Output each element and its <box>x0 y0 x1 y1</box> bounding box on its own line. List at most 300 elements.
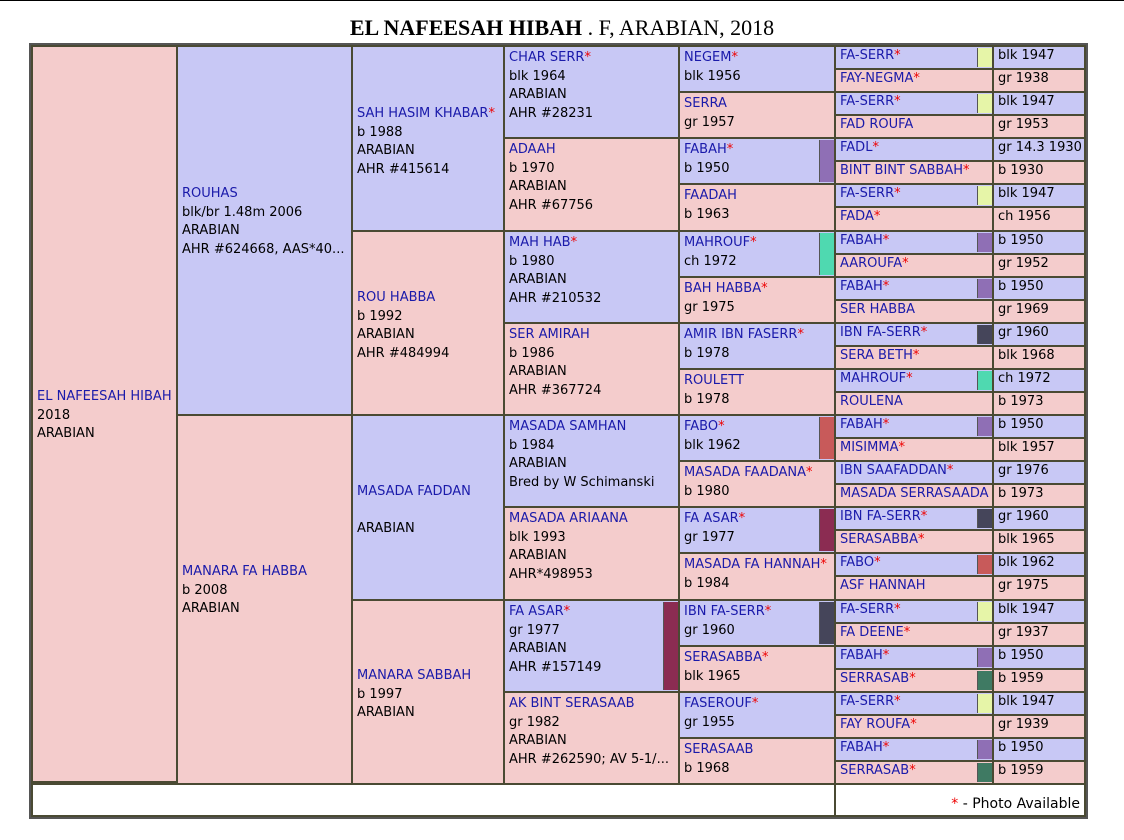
horse-name-link[interactable]: FAD ROUFA <box>840 117 914 132</box>
gen5-horse-cell <box>834 322 994 347</box>
photo-available-star[interactable]: * <box>750 235 757 250</box>
photo-available-star[interactable]: * <box>738 511 746 526</box>
gen5-detail-cell: gr 14.3 1930 <box>992 137 1086 162</box>
gen3-horse-cell <box>503 599 680 693</box>
gen4-horse-cell <box>678 645 836 693</box>
horse-name-line <box>840 116 988 133</box>
horse-name-link[interactable]: SER HABBA <box>840 302 916 317</box>
gen5-detail-cell: blk 1947 <box>992 599 1086 624</box>
horse-detail-line: b 1984 <box>684 575 730 591</box>
horse-name-line <box>684 141 814 160</box>
gen4-horse-cell <box>678 322 836 370</box>
coat-color-swatch <box>977 555 992 574</box>
gen5-horse-cell <box>834 253 994 278</box>
gen5-detail-cell: blk 1947 <box>992 691 1086 716</box>
gen5-detail-cell: blk 1968 <box>992 345 1086 370</box>
gen5-detail-cell: b 1973 <box>992 391 1086 416</box>
horse-name-link[interactable]: ROUHAS <box>182 186 238 201</box>
photo-available-star[interactable]: * <box>910 717 917 732</box>
horse-name-link[interactable]: MAHROUF <box>840 371 907 386</box>
gen5-horse-cell <box>834 645 994 670</box>
photo-available-star[interactable]: * <box>882 233 890 248</box>
horse-name-link[interactable]: FABAH <box>684 142 727 157</box>
gen5-detail-cell: gr 1939 <box>992 714 1086 739</box>
photo-available-star[interactable]: * <box>894 48 901 63</box>
horse-name-link[interactable]: AAROUFA <box>840 256 903 271</box>
gen5-detail-cell: blk 1947 <box>992 183 1086 208</box>
horse-detail-line: AHR #210532 <box>509 290 602 306</box>
horse-name-link[interactable]: FA ASAR <box>509 604 564 619</box>
horse-name-line <box>684 95 830 114</box>
horse-detail-line: blk 1965 <box>684 668 741 684</box>
horse-name-line <box>684 695 830 714</box>
horse-name-link[interactable]: FA-SERR <box>840 694 895 709</box>
horse-detail-line: ARABIAN <box>37 426 95 441</box>
photo-available-star[interactable]: * <box>882 417 890 432</box>
horse-name-link[interactable]: MASADA SAMHAN <box>509 419 627 434</box>
horse-name-link[interactable]: MAH HAB <box>509 235 571 250</box>
horse-name-line <box>684 649 830 668</box>
photo-available-star[interactable]: * <box>909 763 916 778</box>
gen5-horse-cell <box>834 206 994 232</box>
gen5-horse-cell <box>834 45 994 70</box>
horse-detail-line: AHR #624668, AAS*40... <box>182 241 345 257</box>
horse-name-link[interactable]: BINT BINT SABBAH <box>840 163 963 178</box>
photo-available-star[interactable]: * <box>898 440 905 455</box>
horse-name-line <box>840 139 988 156</box>
horse-name-link[interactable]: FAADAH <box>684 188 737 203</box>
gen5-horse-cell <box>834 714 994 739</box>
gen5-detail-cell: b 1950 <box>992 276 1086 301</box>
gen5-horse-cell <box>834 137 994 162</box>
horse-name-line <box>840 370 988 387</box>
coat-color-swatch <box>977 233 992 252</box>
legend-text: - Photo Available <box>958 795 1080 812</box>
gen4-horse-cell <box>678 137 836 185</box>
photo-available-star[interactable]: * <box>909 671 916 686</box>
horse-name-line <box>684 418 814 437</box>
horse-detail-line: b 1950 <box>684 160 730 176</box>
gen5-detail-cell: gr 1960 <box>992 506 1086 531</box>
subject-horse-cell <box>31 45 178 783</box>
gen5-detail-cell: blk 1957 <box>992 437 1086 462</box>
horse-name-line <box>840 601 988 618</box>
horse-name-link[interactable]: ROULETT <box>684 373 744 388</box>
coat-color-swatch <box>977 417 992 436</box>
coat-color-swatch <box>977 48 992 67</box>
horse-detail-line: ARABIAN <box>509 87 567 102</box>
gen5-horse-cell <box>834 691 994 716</box>
horse-name-link[interactable]: ROULENA <box>840 394 903 409</box>
horse-name-link[interactable]: FABAH <box>840 233 883 248</box>
gen5-detail-cell: b 1930 <box>992 160 1086 185</box>
gen4-horse-cell <box>678 460 836 508</box>
horse-detail-line: AHR*498953 <box>509 566 593 582</box>
horse-name-link[interactable]: MASADA FAADANA <box>684 465 807 480</box>
photo-available-star[interactable]: * <box>894 94 901 109</box>
horse-name-link[interactable]: NEGEM <box>684 50 732 65</box>
horse-name-line <box>357 483 499 502</box>
gen2-horse-cell <box>351 230 505 416</box>
horse-detail-line: ARABIAN <box>509 364 567 379</box>
horse-name-line <box>684 49 830 68</box>
horse-name-line <box>357 289 499 308</box>
horse-detail-line: AHR #28231 <box>509 105 594 121</box>
horse-name-line <box>840 670 988 687</box>
horse-name-line <box>684 741 830 760</box>
horse-name-link[interactable]: MASADA FADDAN <box>357 484 471 499</box>
photo-available-star[interactable]: * <box>731 50 738 65</box>
horse-name-line <box>840 47 988 64</box>
horse-name-link[interactable]: SERA BETH <box>840 348 913 363</box>
horse-detail-line: gr 1975 <box>684 299 735 315</box>
photo-available-star[interactable]: * <box>797 327 804 342</box>
horse-name-link[interactable]: BAH HABBA <box>684 281 762 296</box>
gen5-horse-cell <box>834 552 994 577</box>
horse-detail-line: b 1984 <box>509 437 555 453</box>
horse-name-link[interactable]: FA DEENE <box>840 625 904 640</box>
gen5-horse-cell <box>834 68 994 93</box>
horse-name-link[interactable]: IBN FA-SERR <box>840 509 921 524</box>
pedigree-table <box>29 43 1088 819</box>
photo-available-star[interactable]: * <box>912 348 920 363</box>
horse-detail-line: gr 1977 <box>684 529 735 545</box>
horse-name-line <box>840 162 988 179</box>
gen5-detail-cell: b 1959 <box>992 668 1086 693</box>
gen5-detail-cell: b 1950 <box>992 414 1086 439</box>
horse-name-line <box>509 418 674 437</box>
coat-color-swatch <box>819 140 834 182</box>
horse-name-link[interactable]: FA-SERR <box>840 602 895 617</box>
photo-available-star[interactable]: * <box>902 256 909 271</box>
gen4-horse-cell <box>678 276 836 324</box>
horse-name-line <box>684 556 830 575</box>
horse-detail-line: b 2008 <box>182 582 228 598</box>
horse-name-link[interactable]: FABO <box>840 555 875 570</box>
gen5-horse-cell <box>834 160 994 185</box>
photo-available-star[interactable]: * <box>751 696 759 711</box>
photo-available-star[interactable]: * <box>874 555 881 570</box>
horse-name-link[interactable]: FA-SERR <box>840 48 895 63</box>
horse-detail-line: blk 1993 <box>509 529 566 545</box>
photo-available-star[interactable]: * <box>882 740 890 755</box>
horse-name-link[interactable]: ROU HABBA <box>357 290 436 305</box>
photo-available-star[interactable]: * <box>946 463 954 478</box>
coat-color-swatch <box>977 371 992 390</box>
horse-name-link[interactable]: EL NAFEESAH HIBAH <box>37 389 172 404</box>
gen5-horse-cell <box>834 599 994 624</box>
horse-name-line <box>684 280 830 299</box>
gen5-detail-cell: gr 1976 <box>992 460 1086 485</box>
horse-name-line <box>840 255 988 272</box>
horse-name-line <box>509 695 674 714</box>
gen5-horse-cell <box>834 483 994 508</box>
horse-detail-line: blk 1964 <box>509 68 566 84</box>
horse-name-link[interactable]: MASADA SERRASAADA <box>840 486 989 501</box>
photo-available-star[interactable]: * <box>917 532 925 547</box>
photo-available-star[interactable]: * <box>894 602 901 617</box>
horse-name-line <box>840 531 988 548</box>
title-details: . F, ARABIAN, 2018 <box>582 15 775 40</box>
horse-detail-line: ARABIAN <box>357 327 415 342</box>
horse-name-link[interactable]: CHAR SERR <box>509 50 585 65</box>
horse-detail-line: b 1992 <box>357 308 403 324</box>
horse-name-link[interactable]: FA-SERR <box>840 94 895 109</box>
horse-name-line <box>840 185 988 202</box>
photo-available-star[interactable]: * <box>882 648 890 663</box>
coat-color-swatch <box>977 602 992 621</box>
coat-color-swatch <box>819 417 834 459</box>
horse-name-link[interactable]: SERRASAB <box>840 763 910 778</box>
horse-name-link[interactable]: IBN FA-SERR <box>840 325 921 340</box>
horse-name-line <box>37 388 172 407</box>
horse-name-link[interactable]: FABO <box>684 419 719 434</box>
gen3-horse-cell <box>503 45 680 139</box>
footer-blank-cell <box>31 783 836 817</box>
horse-name-link[interactable]: SERRASAB <box>840 671 910 686</box>
gen1-horse-cell <box>176 414 353 785</box>
horse-name-line <box>357 667 499 686</box>
gen5-horse-cell <box>834 368 994 393</box>
photo-available-star[interactable]: * <box>563 604 571 619</box>
horse-name-line <box>840 485 988 502</box>
horse-detail-line: ARABIAN <box>357 705 415 720</box>
photo-available-star[interactable]: * <box>882 279 890 294</box>
gen5-horse-cell <box>834 391 994 416</box>
horse-detail-line: ARABIAN <box>509 272 567 287</box>
gen5-horse-cell <box>834 230 994 255</box>
horse-name-link[interactable]: FAY-NEGMA <box>840 71 914 86</box>
horse-name-line <box>840 301 988 318</box>
photo-available-star[interactable]: * <box>718 419 725 434</box>
photo-legend <box>951 795 1080 814</box>
horse-detail-line: b 1988 <box>357 124 403 140</box>
gen5-detail-cell: gr 1960 <box>992 322 1086 347</box>
horse-name-line <box>684 187 830 206</box>
photo-available-star[interactable]: * <box>963 163 970 178</box>
horse-name-line <box>509 510 674 529</box>
horse-name-link[interactable]: FADA <box>840 209 874 224</box>
horse-detail-line: b 1963 <box>684 206 730 222</box>
gen4-horse-cell <box>678 599 836 647</box>
photo-available-star[interactable]: * <box>584 50 591 65</box>
coat-color-swatch <box>977 279 992 298</box>
horse-detail-line: ARABIAN <box>357 521 415 536</box>
photo-available-star[interactable]: * <box>920 325 928 340</box>
horse-name-link[interactable]: SERASAAB <box>684 742 754 757</box>
horse-detail-line: ARABIAN <box>182 601 240 616</box>
coat-color-swatch <box>977 694 992 713</box>
gen5-horse-cell <box>834 414 994 439</box>
horse-name-link[interactable]: SERASABBA <box>684 650 762 665</box>
gen5-detail-cell: gr 1938 <box>992 68 1086 93</box>
legend-star: * <box>951 795 959 812</box>
horse-name-link[interactable]: MANARA FA HABBA <box>182 564 307 579</box>
horse-detail-line: AHR #484994 <box>357 345 450 361</box>
horse-name-link[interactable]: AMIR IBN FASERR <box>684 327 798 342</box>
gen4-horse-cell <box>678 552 836 601</box>
photo-available-star[interactable]: * <box>764 604 772 619</box>
gen5-detail-cell: b 1950 <box>992 645 1086 670</box>
horse-name-line <box>840 462 988 479</box>
horse-name-line <box>684 326 830 345</box>
gen5-detail-cell: b 1959 <box>992 760 1086 785</box>
horse-detail-line: b 1970 <box>509 160 555 176</box>
horse-name-line <box>840 647 988 664</box>
photo-available-star[interactable]: * <box>488 106 495 121</box>
gen5-horse-cell <box>834 91 994 116</box>
photo-available-star[interactable]: * <box>726 142 734 157</box>
horse-name-line <box>684 372 830 391</box>
horse-name-line <box>182 563 347 582</box>
coat-color-swatch <box>977 671 992 690</box>
photo-available-star[interactable]: * <box>873 209 881 224</box>
gen5-detail-cell: ch 1956 <box>992 206 1086 232</box>
horse-name-link[interactable]: FA ASAR <box>684 511 739 526</box>
gen5-horse-cell <box>834 299 994 324</box>
horse-name-link[interactable]: MASADA FA HANNAH <box>684 557 821 572</box>
horse-name-link[interactable]: ADAAH <box>509 142 556 157</box>
horse-name-link[interactable]: MANARA SABBAH <box>357 668 472 683</box>
photo-available-star[interactable]: * <box>570 235 578 250</box>
horse-name-line <box>684 234 814 253</box>
gen5-horse-cell <box>834 460 994 485</box>
horse-name-line <box>509 234 674 253</box>
gen4-horse-cell <box>678 45 836 93</box>
horse-detail-line: b 1968 <box>684 760 730 776</box>
coat-color-swatch <box>819 509 834 551</box>
photo-available-star[interactable]: * <box>761 281 768 296</box>
gen4-horse-cell <box>678 414 836 462</box>
footer-legend-cell <box>834 783 1086 817</box>
photo-available-star[interactable]: * <box>920 509 928 524</box>
top-rule <box>0 0 1124 1</box>
horse-detail-line: blk/br 1.48m 2006 <box>182 204 303 220</box>
horse-detail-line: AHR #415614 <box>357 161 450 177</box>
title-horse-name: EL NAFEESAH HIBAH <box>349 15 583 40</box>
horse-detail-line: ARABIAN <box>182 223 240 238</box>
horse-name-line <box>840 693 988 710</box>
gen3-horse-cell <box>503 414 680 508</box>
horse-name-link[interactable]: FABAH <box>840 417 883 432</box>
horse-name-link[interactable]: MISIMMA <box>840 440 899 455</box>
gen4-horse-cell <box>678 91 836 139</box>
coat-color-swatch <box>663 602 678 690</box>
gen5-detail-cell: b 1950 <box>992 230 1086 255</box>
horse-detail-line: b 1980 <box>684 483 730 499</box>
gen5-detail-cell: blk 1962 <box>992 552 1086 577</box>
horse-detail-line: AHR #262590; AV 5-1/... <box>509 751 669 767</box>
horse-name-link[interactable]: MAHROUF <box>684 235 751 250</box>
photo-available-star[interactable]: * <box>820 557 827 572</box>
photo-available-star[interactable]: * <box>903 625 911 640</box>
gen5-horse-cell <box>834 760 994 785</box>
horse-name-link[interactable]: IBN FA-SERR <box>684 604 765 619</box>
photo-available-star[interactable]: * <box>894 694 901 709</box>
coat-color-swatch <box>977 94 992 113</box>
horse-name-link[interactable]: SER AMIRAH <box>509 327 590 342</box>
horse-name-link[interactable]: SERRA <box>684 96 727 111</box>
photo-available-star[interactable]: * <box>906 371 913 386</box>
photo-available-star[interactable]: * <box>913 71 920 86</box>
gen3-horse-cell <box>503 691 680 785</box>
gen4-horse-cell <box>678 506 836 554</box>
horse-name-link[interactable]: SERASABBA <box>840 532 918 547</box>
gen4-horse-cell <box>678 368 836 416</box>
horse-name-link[interactable]: FABAH <box>840 740 883 755</box>
horse-name-line <box>357 105 499 124</box>
horse-detail-line: b 1997 <box>357 686 403 702</box>
gen5-horse-cell <box>834 622 994 647</box>
gen3-horse-cell <box>503 230 680 324</box>
gen2-horse-cell <box>351 414 505 601</box>
horse-name-line <box>840 70 988 87</box>
gen5-horse-cell <box>834 575 994 601</box>
horse-name-line <box>840 416 988 433</box>
coat-color-swatch <box>977 186 992 205</box>
horse-name-link[interactable]: ASF HANNAH <box>840 578 926 593</box>
horse-detail-line: blk 1956 <box>684 68 741 84</box>
gen5-detail-cell: gr 1975 <box>992 575 1086 601</box>
horse-name-line <box>840 208 988 225</box>
horse-name-line <box>840 762 988 779</box>
gen3-horse-cell <box>503 137 680 232</box>
gen5-detail-cell: gr 1969 <box>992 299 1086 324</box>
photo-available-star[interactable]: * <box>894 186 901 201</box>
horse-name-line <box>840 624 988 641</box>
horse-detail-line: gr 1957 <box>684 114 735 130</box>
horse-detail-line: ARABIAN <box>509 733 567 748</box>
gen5-detail-cell: gr 1937 <box>992 622 1086 647</box>
horse-name-line <box>840 739 988 756</box>
gen5-detail-cell: blk 1965 <box>992 529 1086 554</box>
horse-name-link[interactable]: FABAH <box>840 279 883 294</box>
horse-name-link[interactable]: FA-SERR <box>840 186 895 201</box>
gen5-horse-cell <box>834 345 994 370</box>
gen2-horse-cell <box>351 45 505 232</box>
horse-detail-line: blk 1962 <box>684 437 741 453</box>
horse-name-link[interactable]: FABAH <box>840 648 883 663</box>
horse-name-link[interactable]: IBN SAAFADDAN <box>840 463 947 478</box>
gen5-detail-cell: gr 1952 <box>992 253 1086 278</box>
photo-available-star[interactable]: * <box>872 140 879 155</box>
photo-available-star[interactable]: * <box>806 465 813 480</box>
horse-name-line <box>509 141 674 160</box>
horse-name-link[interactable]: FASEROUF <box>684 696 752 711</box>
gen3-horse-cell <box>503 506 680 601</box>
gen3-horse-cell <box>503 322 680 416</box>
horse-detail-line: ARABIAN <box>509 456 567 471</box>
horse-name-link[interactable]: SAH HASIM KHABAR <box>357 106 489 121</box>
horse-name-link[interactable]: AK BINT SERASAAB <box>509 696 635 711</box>
horse-name-link[interactable]: FAY ROUFA <box>840 717 911 732</box>
horse-detail-line: ARABIAN <box>509 179 567 194</box>
horse-name-line <box>509 326 674 345</box>
horse-detail-line: AHR #367724 <box>509 382 602 398</box>
gen5-horse-cell <box>834 276 994 301</box>
horse-detail-line: 2018 <box>37 407 71 423</box>
photo-available-star[interactable]: * <box>761 650 769 665</box>
horse-name-link[interactable]: FADL <box>840 140 873 155</box>
gen4-horse-cell <box>678 691 836 739</box>
horse-name-line <box>840 439 988 456</box>
gen5-horse-cell <box>834 737 994 762</box>
gen4-horse-cell <box>678 183 836 232</box>
horse-detail-line: gr 1982 <box>509 714 560 730</box>
horse-name-line <box>840 577 988 594</box>
horse-name-link[interactable]: MASADA ARIAANA <box>509 511 628 526</box>
gen5-horse-cell <box>834 529 994 554</box>
